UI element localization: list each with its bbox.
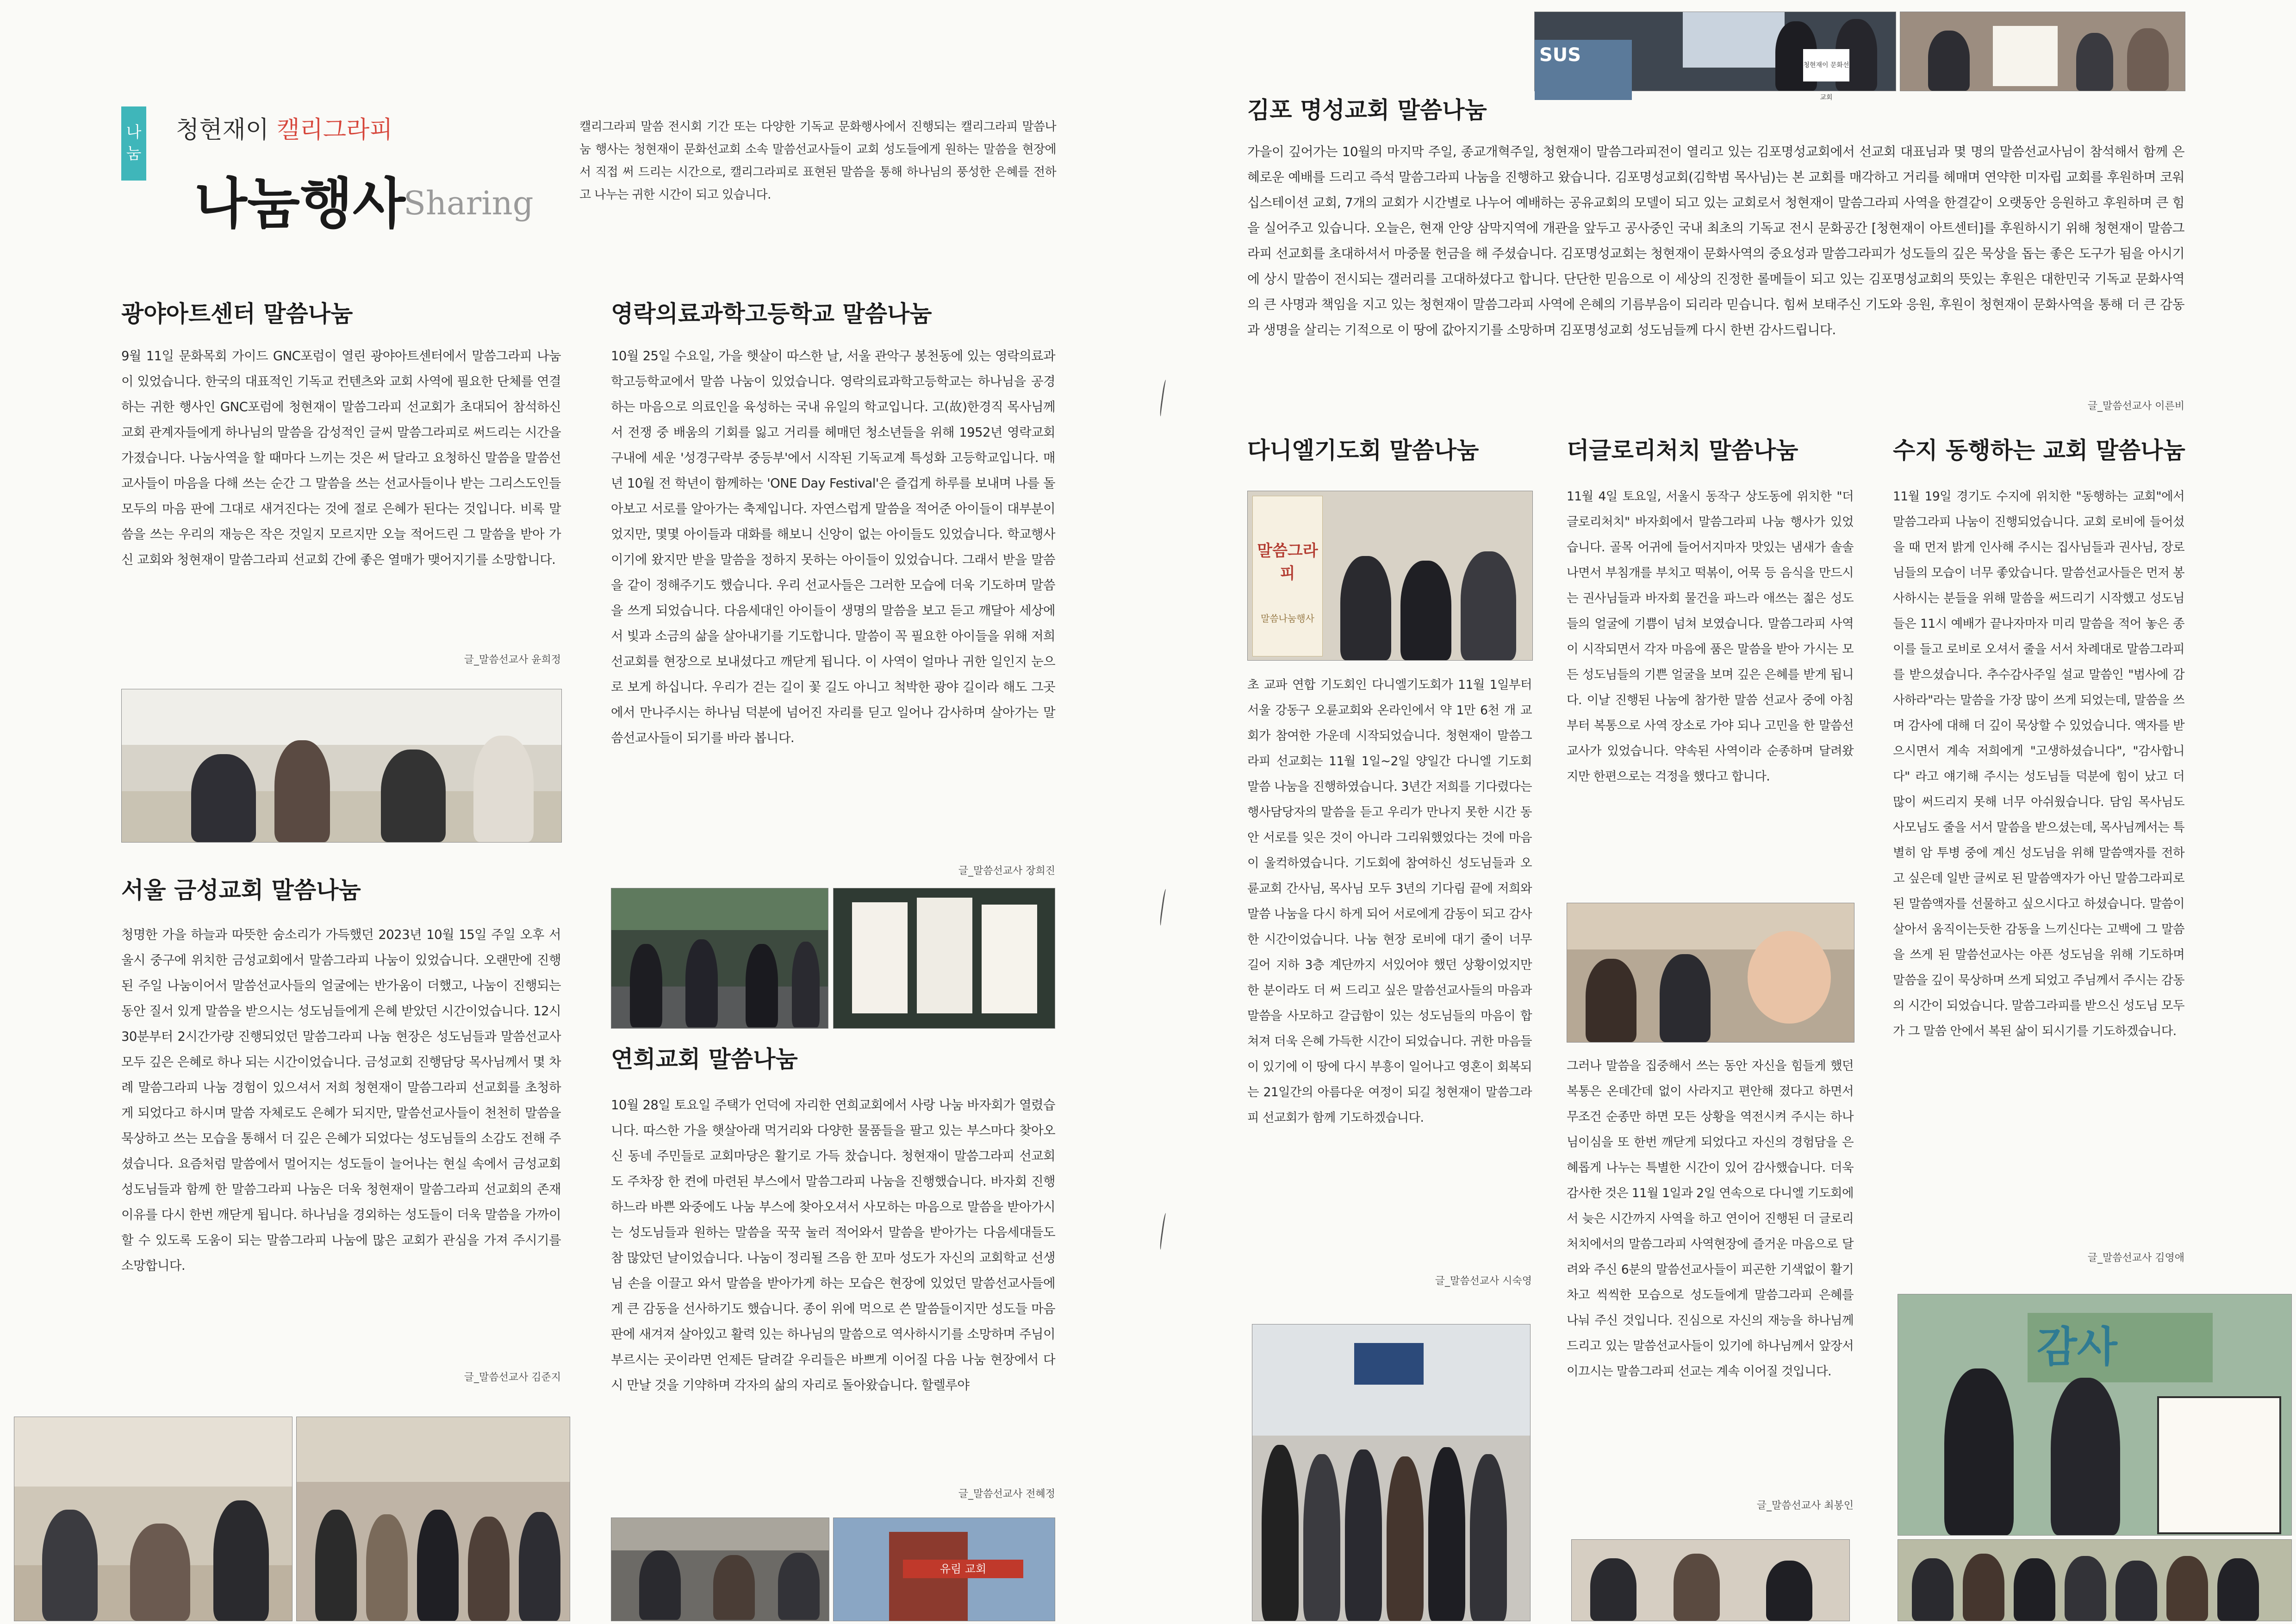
subtitle-calligraphy: 캘리그라피	[276, 116, 393, 144]
photo-myeongseong-family	[1900, 12, 2185, 91]
photo-suji-gift	[1898, 1294, 2292, 1536]
article-body-glory-part2: 그러나 말씀을 집중해서 쓰는 동안 자신을 힘들게 했던 복통은 온데간데 없이 사라지고 편안해 졌다고 하면서 무조건 순종만 하면 모든 상황을 역전시켜 주시는 하나님이심을 또 한번 깨닫게 되었다고 자신의 경험담을 은혜롭게 나누는 특별한 시간이 있어 감사했습니다. 더욱 감사한 것은 11월 1일과 2일 연속으로 다니엘 기도회에서 늦은 시간까지 사역을 하고 연이어 진행된 더 글로리처치에서의 말씀그라피 사역현장에 즐거운 마음으로 달려와 주신 6분의 말씀선교사들이 피곤한 기색없이 활기차고 씩씩한 모습으로 성도들에게 말씀그라피 은혜를 나눠 주신 것입니다. 진심으로 자신의 재능을 하나님께 드리고 있는 말씀선교사들이 있기에 하나님께서 앞장서 이끄시는 말씀그라피 선교는 계속 이어질 것입니다.	[1567, 1059, 1854, 1379]
page-title-english: Sharing	[404, 184, 534, 222]
byline-glory: 글_말씀선교사 최봉인	[1756, 1500, 1854, 1512]
byline-yeongrak: 글_말씀선교사 장희진	[958, 865, 1055, 877]
photo-yeongrak-papers	[833, 888, 1055, 1029]
photo-glory-writing	[1571, 1539, 1850, 1621]
article-body-yeonhui: 10월 28일 토요일 주택가 언덕에 자리한 연희교회에서 사랑 나눔 바자회가 열렸습니다. 따스한 가을 햇살아래 먹거리와 다양한 물품들을 팔고 있는 부스마다 찾아오신 동네 주민들로 교회마당은 활기로 가득 찼습니다. 청현재이 말씀그라피 선교회도 주차장 한 켠에 마련된 부스에서 말씀그라피 나눔을 진행했습니다. 바자회 진행하느라 바쁜 와중에도 나눔 부스에 찾아오셔서 사모하는 마음으로 말씀을 받아가시는 성도님들과 원하는 말씀을 꾹꾹 눌러 적어와서 말씀을 받아가는 다음세대들도 참 많았던 날이었습니다. 나눔이 정리될 즈음 한 꼬마 성도가 자신의 교회학교 선생님 손을 이끌고 와서 말씀을 받아가게 하는 모습은 현장에 있었던 말씀선교사들에게 큰 감동을 선사하기도 했습니다. 종이 위에 먹으로 쓴 말씀들이지만 성도들 마음 판에 새겨져 살아있고 활력 있는 하나님의 말씀으로 역사하시기를 소망하며 주님이 부르시는 곳이라면 언제든 달려갈 우리들은 바쁘게 이어질 다음 나눔 현장에서 다시 만날 것을 기약하며 각자의 삶의 자리로 돌아왔습니다. 할렐루야	[611, 1098, 1055, 1393]
subtitle-name: 청현재이	[176, 116, 269, 144]
byline-yeonhui: 글_말씀선교사 전혜정	[958, 1488, 1055, 1500]
article-title-glory: 더글로리처치 말씀나눔	[1567, 437, 1798, 464]
photo-geumseong-writing	[14, 1417, 292, 1621]
banner-text: SUS	[1535, 40, 1632, 100]
article-body-gwangyang: 9월 11일 문화목회 가이드 GNC포럼이 열린 광야아트센터에서 말씀그라피 나눔이 있었습니다. 한국의 대표적인 기독교 컨텐츠와 교회 사역에 필요한 단체를 연결하는 귀한 행사인 GNC포럼에 청현재이 말씀그라피 선교회가 초대되어 참석하신 교회 관계자들에게 하나님의 말씀을 감성적인 글씨 말씀그라피로 써드리는 시간을 가졌습니다. 나눔사역을 할 때마다 느끼는 것은 써 달라고 요청하신 말씀을 말씀선교사들이 마음을 다해 쓰는 순간 그 말씀을 쓰는 선교사들이나 받는 그리스도인들 모두의 마음 판에 그대로 새겨진다는 것에 절로 은혜가 된다는 것입니다. 비록 말씀을 쓰는 우리의 재능은 작은 것일지 모르지만 오늘 적어드린 그 말씀을 받아 가신 교회와 청현재이 말씀그라피 선교회 간에 좋은 열매가 맺어지기를 소망합니다.	[121, 349, 561, 567]
section-tab-line2: 눔	[126, 144, 142, 163]
photo-daniel-group	[1252, 1324, 1531, 1621]
page-title: 나눔행사	[194, 171, 405, 236]
photo-glory-fellowship	[1567, 903, 1854, 1043]
photo-gwangyang	[121, 689, 562, 843]
article-title-geumseong: 서울 금성교회 말씀나눔	[121, 877, 361, 904]
article-title-daniel: 다니엘기도회 말씀나눔	[1247, 437, 1479, 464]
byline-daniel: 글_말씀선교사 시숙영	[1435, 1275, 1532, 1287]
binding-mark	[1159, 380, 1168, 417]
section-tab	[121, 106, 146, 181]
photo-yeonhui-booth	[611, 1518, 829, 1621]
intro-paragraph: 캘리그라피 말씀 전시회 기간 또는 다양한 기독교 문화행사에서 진행되는 캘리그라피 말씀나눔 행사는 청현재이 문화선교회 소속 말씀선교사들이 교회 성도들에게 원하는 말씀을 현장에서 직접 써 드리는 시간으로, 캘리그라피로 표현된 말씀을 통해 하나님의 풍성한 은혜를 전하고 나누는 귀한 시간이 되고 있습니다.	[579, 120, 1056, 202]
binding-mark	[1159, 889, 1168, 926]
poster-title: 말씀그라피	[1257, 542, 1318, 583]
thanks-board: 감사	[2028, 1313, 2213, 1382]
byline-myeongseong: 글_말씀선교사 이른비	[2087, 400, 2184, 412]
article-body-glory-part1: 11월 4일 토요일, 서울시 동작구 상도동에 위치한 "더글로리처치" 바자회에서 말씀그라피 나눔 행사가 있었습니다. 골목 어귀에 들어서지마자 맛있는 냄새가 솔솔 나면서 부침개를 부치고 떡볶이, 어묵 등 음식을 만드시는 권사님들과 바자회 물건을 파느라 애쓰는 젊은 성도들의 얼굴에 기쁨이 넘쳐 보였습니다. 말씀그라피 사역이 시작되면서 각자 마음에 품은 말씀을 받아 가시는 모든 성도님들의 기쁜 얼굴을 보며 깊은 은혜를 받게 됩니다. 이날 진행된 나눔에 참가한 말씀 선교사 중에 아침부터 복통으로 사역 장소로 가야 되나 고민을 한 말씀선교사가 있었습니다. 약속된 사역이라 순종하며 달려왔지만 한편으로는 걱정을 했다고 합니다.	[1567, 489, 1854, 784]
photo-yeongrak-students	[611, 888, 828, 1029]
photo-suji-group	[1898, 1539, 2292, 1621]
photo-daniel-prayer	[1247, 491, 1533, 661]
article-title-yeonhui: 연희교회 말씀나눔	[611, 1046, 798, 1073]
poster-subtitle: 말씀나눔행사	[1261, 613, 1314, 624]
photo-yeonhui-church	[833, 1518, 1055, 1621]
article-title-yeongrak: 영락의료과학고등학교 말씀나눔	[611, 300, 932, 327]
article-body-daniel: 초 교파 연합 기도회인 다니엘기도회가 11월 1일부터 서울 강동구 오륜교회와 온라인에서 약 1만 6천 개 교회가 참여한 가운데 시작되었습니다. 청현재이 말씀그라피 선교회는 11월 1일~2일 양일간 다니엘 기도회 말씀 나눔을 진행하였습니다. 3년간 저희를 기다렸다는 행사담당자의 말씀을 듣고 우리가 만나지 못한 시간 동안 서로를 잊은 것이 아니라 그리워했었다는 것에 마음이 울컥하였습니다. 기도회에 참여하신 성도님들과 오륜교회 간사님, 목사님 모두 3년의 기다림 끝에 저희와 말씀 나눔을 다시 하게 되어 서로에게 감동이 되고 감사한 시간이었습니다. 나눔 현장 로비에 대기 줄이 너무 길어 지하 3층 계단까지 서있어야 했던 상황이었지만 한 분이라도 더 써 드리고 싶은 말씀선교사들의 마음과 말씀을 사모하고 갈급함이 있는 성도님들의 마음이 합쳐져 더욱 은혜 가득한 시간이 되었습니다. 귀한 마음들이 있기에 이 땅에 다시 부흥이 일어나고 영혼이 회복되는 21일간의 아름다운 여정이 되길 청현재이 말씀그라피 선교회가 함께 기도하겠습니다.	[1247, 678, 1532, 1125]
photo-geumseong-group	[296, 1417, 570, 1621]
article-body-suji: 11월 19일 경기도 수지에 위치한 "동행하는 교회"에서 말씀그라피 나눔이 진행되었습니다. 교회 로비에 들어섰을 때 먼저 밝게 인사해 주시는 집사님들과 권사님, 장로님들의 모습이 너무 좋았습니다. 말씀선교사들은 먼저 봉사하시는 분들을 위해 말씀을 써드리기 시작했고 성도님들은 11시 예배가 끝나자마자 미리 말씀을 적어 놓은 종이를 들고 로비로 오셔서 줄을 서서 차례대로 말씀그라피를 받으셨습니다. 추수감사주일 설교 말씀인 "범사에 감사하라"라는 말씀을 가장 많이 쓰게 되었는데, 말씀을 쓰며 감사에 대해 더 깊이 묵상할 수 있었습니다. 액자를 받으시면서 계속 저희에게 "고생하셨습니다", "감사합니다" 라고 얘기해 주시는 성도님들 덕분에 힘이 났고 더 많이 써드리지 못해 너무 아쉬웠습니다. 담임 목사님도 사모님도 줄을 서서 말씀을 받으셨는데, 목사님께서는 특별히 암 투병 중에 계신 성도님을 위해 말씀액자를 전하고 싶은데 일반 글씨로 된 말씀액자가 아닌 말씀그라피로 된 말씀액자를 선물하고 싶으시다고 하셨습니다. 말씀이 살아서 움직이는듯한 감동을 느끼신다는 고백에 그 말씀을 쓰게 된 말씀선교사는 아픈 성도님을 위해 기도하며 말씀을 깊이 묵상하며 쓰게 되었고 주님께서 주시는 감동의 시간이 되었습니다. 말씀그라피를 받으신 성도님 모두가 그 말씀 안에서 복된 삶이 되시기를 기도하겠습니다.	[1893, 489, 2184, 1038]
article-body-myeongseong: 가을이 깊어가는 10월의 마지막 주일, 종교개혁주일, 청현재이 말씀그라피전이 열리고 있는 김포명성교회에서 선교회 대표님과 몇 명의 말씀선교사님이 참석해서 함께 은혜로운 예배를 드리고 즉석 말씀그라피 나눔을 진행하고 왔습니다. 김포명성교회(김학범 목사님)는 본 교회를 매각하고 거리를 헤매며 연약한 미자립 교회를 후원하며 코워십스테이션 교회, 7개의 교회가 시간별로 나누어 예배하는 공유교회의 모델이 되고 있는 교회로서 청현재이 말씀그라피 사역을 한결같이 오랫동안 응원하고 후원하며 큰 힘을 실어주고 있습니다. 오늘은, 현재 안양 삼막지역에 개관을 앞두고 공사중인 국내 최초의 기독교 전시 문화공간 [청현재이 아트센터]를 후원하시기 위해 청현재이 말씀그라피 선교회를 초대하셔서 마중물 헌금을 해 주셨습니다. 김포명성교회는 청현재이 문화사역의 중요성과 말씀그라피가 성도들의 깊은 묵상을 돕는 좋은 도구가 됨을 아시기에 상시 말씀이 전시되는 갤러리를 고대하셨다고 합니다. 단단한 믿음으로 이 세상의 진정한 롤메들이 되고 있는 김포명성교회의 뜻있는 후원은 대한민국 기독교 문화사역의 큰 사명과 책임을 지고 있는 청현재이 말씀그라피 사역에 은혜의 기름부음이 되리라 믿습니다. 힘써 보태주신 기도와 응원, 후원이 청현재이 문화사역을 통해 더 큰 감동과 생명을 살리는 기적으로 이 땅에 값아지기를 소망하며 김포명성교회 성도님들께 다시 한번 감사드립니다.	[1247, 144, 2184, 337]
byline-suji: 글_말씀선교사 김영애	[2087, 1252, 2184, 1264]
binding-mark	[1159, 1213, 1168, 1250]
byline-gwangyang: 글_말씀선교사 윤희정	[464, 654, 561, 666]
subtitle	[176, 110, 393, 145]
article-title-suji: 수지 동행하는 교회 말씀나눔	[1893, 437, 2185, 464]
article-title-gwangyang: 광야아트센터 말씀나눔	[121, 300, 353, 327]
photo-myeongseong-presentation	[1534, 12, 1896, 101]
byline-geumseong: 글_말씀선교사 김준지	[464, 1372, 561, 1383]
certificate-frame: 청현재이 문화선교회	[1803, 49, 1849, 81]
church-sign: 유림 교회	[903, 1560, 1023, 1578]
poster	[1252, 496, 1323, 656]
article-body-geumseong: 청명한 가을 하늘과 따뜻한 숨소리가 가득했던 2023년 10월 15일 주일 오후 서울시 중구에 위치한 금성교회에서 말씀그라피 나눔이 있었습니다. 오랜만에 진행된 주일 나눔이어서 말씀선교사들의 얼굴에는 반가움이 더했고, 나눔이 진행되는 동안 질서 있게 말씀을 받으시는 성도님들에게 은혜 받았던 시간이었습니다. 12시 30분부터 2시간가량 진행되었던 말씀그라피 나눔 현장은 성도님들과 말씀선교사 모두 깊은 은혜로 하나 되는 시간이었습니다. 금성교회 진행담당 목사님께서 몇 차례 말씀그라피 나눔 경험이 있으셔서 저희 청현재이 말씀그라피 선교회를 초청하게 되었다고 하시며 말씀 자체로도 은혜가 되지만, 말씀선교사들이 천천히 말씀을 묵상하고 쓰는 모습을 통해서 더 깊은 은혜가 되었다는 성도님들의 소감도 전해 주셨습니다. 요즘처럼 말씀에서 멀어지는 성도들이 늘어나는 현실 속에서 금성교회 성도님들과 함께 한 말씀그라피 나눔은 더욱 청현재이 말씀그라피 선교회의 존재 이유를 다시 한번 깨닫게 됩니다. 하나님을 경외하는 성도들이 더욱 말씀을 가까이할 수 있도록 도움이 되는 말씀그라피 나눔에 많은 교회가 관심을 가져 주시기를 소망합니다.	[121, 927, 561, 1273]
section-tab-line1: 나	[126, 123, 142, 142]
article-body-yeongrak: 10월 25일 수요일, 가을 햇살이 따스한 날, 서울 관악구 봉천동에 있는 영락의료과학고등학교에서 말씀 나눔이 있었습니다. 영락의료과학고등학교는 하나님을 공경하는 마음으로 의료인을 육성하는 국내 유일의 학교입니다. 고(故)한경직 목사님께서 전쟁 중 배움의 기회를 잃고 거리를 헤매던 청소년들을 위해 1952년 영락교회 구내에 세운 '성경구락부 중등부'에서 시작된 기독교계 특성화 고등학교입니다. 매년 10월 전 학년이 함께하는 'ONE Day Festival'은 즐겁게 하루를 보내며 나를 돌아보고 서로를 알아가는 축제입니다. 자연스럽게 말씀을 적어준 아이들이 대부분이었지만, 몇몇 아이들과 대화를 해보니 신앙이 없는 아이들도 있었습니다. 학교행사이기에 왔지만 받을 말씀을 정하지 못하는 아이들이 있었습니다. 그래서 받을 말씀을 같이 정해주기도 했습니다. 우리 선교사들은 그러한 모습에 더욱 기도하며 말씀을 쓰게 되었습니다. 다음세대인 아이들이 생명의 말씀을 보고 듣고 깨달아 세상에서 빛과 소금의 삶을 살아내기를 기도합니다. 말씀이 꼭 필요한 아이들을 위해 저희 선교회를 현장으로 보내셨다고 깨닫게 됩니다. 이 사역이 얼마나 귀한 일인지 눈으로 보게 하십니다. 우리가 걷는 길이 꽃 길도 아니고 척박한 광야 길이라 해도 그곳에서 만나주시는 하나님 덕분에 넘어진 자리를 딛고 일어나 감사하며 살아가는 말씀선교사들이 되기를 바라 봅니다.	[611, 349, 1055, 745]
article-title-myeongseong: 김포 명성교회 말씀나눔	[1247, 97, 1487, 124]
